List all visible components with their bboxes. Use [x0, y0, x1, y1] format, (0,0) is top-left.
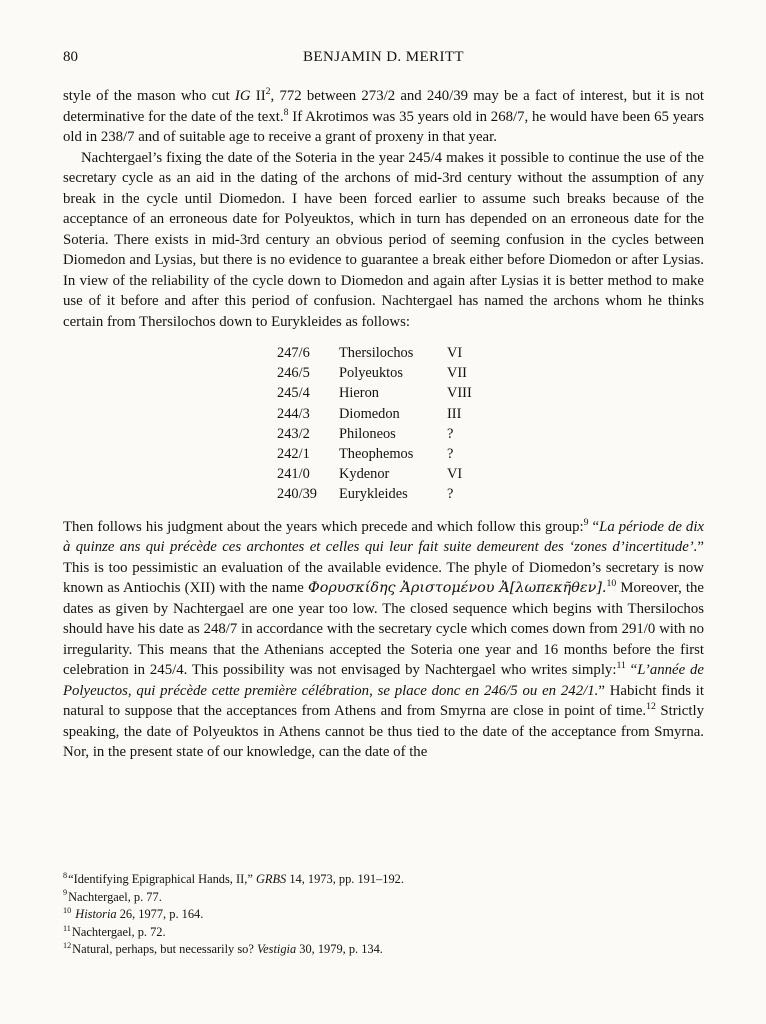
table-cell-numeral: ?: [447, 425, 454, 442]
table-cell-archon: Theophemos: [339, 446, 414, 463]
paragraph-3: Then follows his judgment about the years which precede and which follow this group:$^9$ “La période de dix à quinze ans qui précède ces archontes et celles qui leur fait suite demeurent des ‘zones d’incertitude’.” This is too pessimistic an evaluation of the available evidence. The phyle of Diomedon’s secretary is now known as Antiochis (XII) with the name Φορυσκίδης Ἀριστομένου Ἀ[λωπεκῆθεν].$^{10}$ Moreover, the dates as given by Nachtergael are one year too low. The closed sequence which begins with Thersilochos should have his date as 248/7 in accordance with the secretary cycle which comes down from 291/0 with no irregularity. This means that the Athenians accepted the Soteria one year and 16 months before the first celebration in 245/4. This possibility was not envisaged by Nachtergael who writes simply:$^{11}$ “L’année de Polyeuctos, qui précède cette première célébration, se place donc en 246/5 ou en 242/1.” Habicht finds it natural to suppose that the acceptances from Athens and from Smyrna are close in point of time.$^{12}$ Strictly speaking, the date of Polyeuktos in Athens cannot be thus tied to the date of the acceptance from Smyrna. Nor, in the present state of our knowledge, can the date of the: [63, 516, 705, 761]
table-cell-year: 240/39: [277, 486, 317, 503]
footnote-12: $^{12}$Natural, perhaps, but necessarily so? Vestigia 30, 1979, p. 134.: [63, 941, 383, 957]
table-cell-numeral: VII: [447, 365, 467, 382]
table-cell-archon: Polyeuktos: [339, 365, 403, 382]
table-cell-numeral: VI: [447, 466, 463, 483]
table-cell-numeral: VIII: [447, 385, 472, 402]
footnotes: [63, 871, 704, 959]
footnote-9: $^9$Nachtergael, p. 77.: [63, 888, 162, 904]
table-row: [277, 444, 704, 464]
table-cell-archon: Thersilochos: [339, 345, 414, 361]
table-cell-archon: Hieron: [339, 385, 379, 402]
footnote-8: $^8$“Identifying Epigraphical Hands, II,” GRBS 14, 1973, pp. 191–192.: [63, 870, 404, 886]
table-cell-archon: Eurykleides: [339, 486, 408, 503]
page-number: 80: [63, 49, 78, 65]
table-row: [277, 424, 704, 444]
paragraph-1: style of the mason who cut IG $II^2$, 772 between 273/2 and 240/39 may be a fact of interest, but it is not determinative for the date of the text.$^8$ If Akrotimos was 35 years old in 268/7, he would have been 65 years old in 238/7 and of suitable age to receive a grant of proxeny in that year.: [63, 86, 704, 145]
table-cell-year: 247/6: [277, 345, 310, 361]
footnote-10: $^{10}$ Historia 26, 1977, p. 164.: [63, 906, 204, 922]
table-row: [277, 383, 704, 403]
table-cell-numeral: ?: [447, 446, 454, 463]
table-cell-archon: Kydenor: [339, 466, 390, 483]
body-text: [63, 86, 704, 763]
table-cell-numeral: III: [447, 405, 462, 422]
table-cell-year: 242/1: [277, 446, 310, 463]
page-header: [63, 49, 704, 66]
table-row: [277, 363, 704, 383]
table-row: [277, 343, 704, 363]
table-row: [277, 404, 704, 424]
table-row: [277, 464, 704, 484]
table-cell-year: 245/4: [277, 385, 310, 402]
archon-table: [277, 343, 704, 505]
paragraph-2: Nachtergael’s fixing the date of the Soteria in the year 245/4 makes it possible to continue the use of the secretary cycle as an aid in the dating of the archons of mid-3rd century without the assumption of any break in the cycle until Diomedon. I have been forced earlier to assume such breaks because of the acceptance of an erroneous date for Polyeuktos, which in turn has depended on an erroneous date for the Soteria. There exists in mid-3rd century an obvious period of seeming confusion in the cycles between Diomedon and Lysias, but there is no evidence to guarantee a break either before Diomedon or after Lysias. In view of the reliability of the cycle down to Diomedon and again after Lysias it is better method to make use of it before and after this period of confusion. Nachtergael has named the archons whom he thinks certain from Thersilochos down to Eurykleides as follows:: [63, 149, 704, 330]
table-cell-archon: Philoneos: [339, 425, 396, 442]
table-cell-year: 243/2: [277, 425, 310, 442]
table-cell-numeral: ?: [447, 486, 454, 503]
table-cell-archon: Diomedon: [339, 405, 400, 422]
table-cell-year: 246/5: [277, 365, 310, 382]
table-cell-year: 241/0: [277, 466, 310, 483]
table-row: [277, 484, 704, 504]
table-cell-numeral: VI: [447, 345, 463, 361]
table-cell-year: 244/3: [277, 405, 310, 422]
running-head: BENJAMIN D. MERITT: [303, 49, 464, 65]
footnote-11: $^{11}$Nachtergael, p. 72.: [63, 923, 166, 939]
